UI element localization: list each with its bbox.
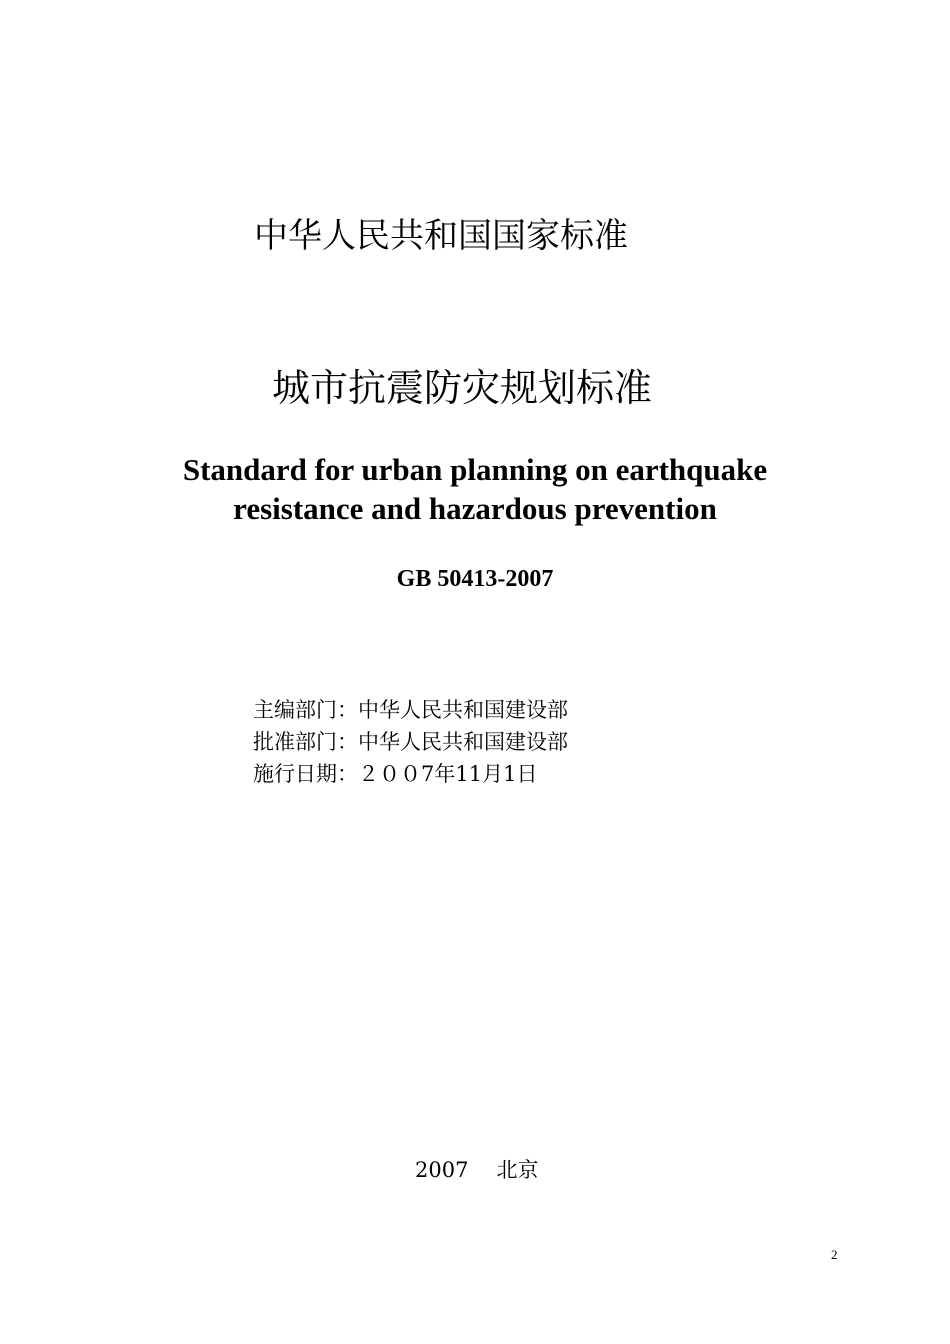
approver-row — [253, 726, 568, 758]
effective-date-row — [253, 758, 568, 790]
editor-value: 中华人民共和国建设部 — [358, 698, 568, 722]
publication-city: 北京 — [496, 1158, 539, 1182]
document-meta-block — [253, 694, 568, 790]
english-title-line-1: Standard for urban planning on earthquake — [182, 452, 768, 487]
english-title-line-2: resistance and hazardous prevention — [233, 491, 717, 526]
approver-label: 批准部门： — [253, 730, 358, 754]
approver-value: 中华人民共和国建设部 — [358, 730, 568, 754]
publication-footer — [415, 1155, 538, 1185]
standard-series-title: 中华人民共和国国家标准 — [254, 216, 628, 256]
effective-date-value: ２００7年11月1日 — [358, 762, 538, 786]
effective-date-label: 施行日期： — [253, 762, 358, 786]
standard-code: GB 50413-2007 — [396, 566, 554, 592]
document-title-chinese: 城市抗震防灾规划标准 — [272, 366, 653, 410]
publication-year: 2007 — [415, 1158, 469, 1182]
editor-row — [253, 694, 568, 726]
editor-label: 主编部门： — [253, 698, 358, 722]
page-number: 2 — [831, 1247, 838, 1262]
document-title-english — [0, 450, 950, 528]
